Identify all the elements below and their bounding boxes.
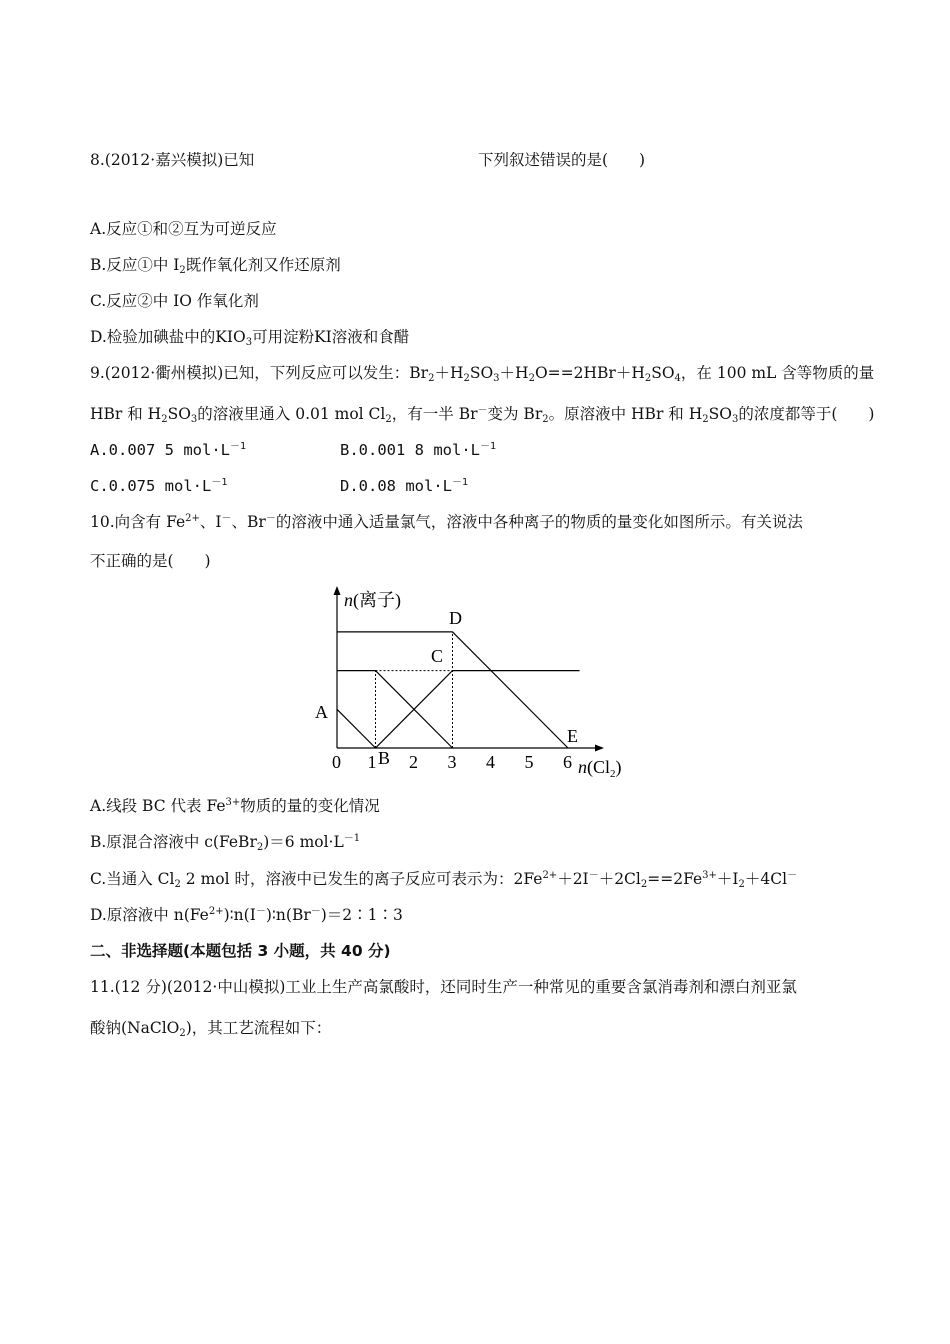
q8-option-a: A.反应①和②互为可逆反应 bbox=[90, 220, 277, 238]
x-tick-2: 2 bbox=[409, 752, 418, 772]
q10-option-a: A.线段 BC 代表 $Fe^{3+}$物质的量的变化情况 bbox=[90, 797, 380, 815]
series-line-2 bbox=[376, 671, 580, 748]
x-axis-arrow bbox=[595, 745, 604, 752]
x-tick-5: 5 bbox=[524, 752, 534, 772]
q8-option-b: B.反应①中 $I_2$既作氧化剂又作还原剂 bbox=[90, 256, 341, 276]
ion-amount-chart bbox=[300, 582, 650, 782]
q8-option-d: D.检验加碘盐中的$KIO_3$可用淀粉KI溶液和食醋 bbox=[90, 328, 410, 348]
series-line-0 bbox=[337, 709, 376, 748]
series-line-1 bbox=[337, 671, 453, 748]
q11-line1: 11.(12 分)(2012·中山模拟)工业上生产高氯酸时，还同时生产一种常见的重要含氯消毒剂和漂白剂亚氯 bbox=[90, 978, 797, 996]
q8-stem bbox=[90, 150, 646, 170]
q9-line2: HBr 和 $H_2SO_3$的溶液里通入 0.01 mol $Cl_2$，有一半 Br－变为 $Br_2$。原溶液中 HBr 和 $H_2SO_3$的浓度都等于( ) bbox=[90, 405, 875, 425]
point-label-e: E bbox=[567, 726, 578, 746]
q9-option-a: A.0.007 5 $mol\cdot L^{-1}$ bbox=[90, 441, 247, 459]
q9-options-row1 bbox=[90, 440, 497, 460]
q10-option-d: D.原溶液中 $n(Fe^{2+})∶n(I^-)∶n(Br^-)=2∶1∶3$ bbox=[90, 906, 403, 924]
q11-line2: 酸钠(NaClO$_2$)，其工艺流程如下： bbox=[90, 1019, 332, 1039]
q10-option-c: C.当通入 $Cl_2$ 2 mol 时，溶液中已发生的离子反应可表示为：$2Fe^{2+}+2I^-+2Cl_2==2Fe^{3+}+I_2+4Cl^-$ bbox=[90, 870, 798, 890]
x-tick-0: 0 bbox=[332, 752, 341, 772]
x-tick-4: 4 bbox=[486, 752, 495, 772]
x-tick-1: 1 bbox=[367, 752, 377, 772]
point-label-d: D bbox=[449, 608, 462, 628]
q8-stem-end: 下列叙述错误的是( ) bbox=[478, 151, 646, 169]
q9-option-b: B.0.001 8 $mol\cdot L^{-1}$ bbox=[340, 441, 497, 459]
q9-option-c: C.0.075 $mol\cdot L^{-1}$ bbox=[90, 477, 228, 495]
x-axis-label: $n(Cl_2)$ bbox=[578, 757, 622, 780]
point-label-c: C bbox=[431, 646, 444, 666]
q10-line2: 不正确的是( ) bbox=[90, 552, 211, 570]
point-label-b: B bbox=[378, 748, 391, 768]
x-tick-labels bbox=[332, 752, 572, 772]
y-axis-label: n(离子) bbox=[344, 590, 401, 610]
q10-option-b: B.原混合溶液中 c(FeBr$_2$)＝6 $mol\cdot L^{-1}$ bbox=[90, 833, 361, 853]
point-label-a: A bbox=[315, 702, 328, 722]
q9-option-d: D.0.08 $mol\cdot L^{-1}$ bbox=[340, 477, 469, 495]
q10-line1: 10.向含有 $Fe^{2+}$、I－、Br－的溶液中通入适量氯气，溶液中各种离子的物质的量变化如图所示。有关说法 bbox=[90, 513, 803, 531]
q8-stem-start: 8.(2012·嘉兴模拟)已知 bbox=[90, 151, 255, 169]
q9-line1: 9.(2012·衢州模拟)已知，下列反应可以发生：$Br_2+H_2SO_3+H_2O==2HBr+H_2SO_4$，在 100 mL 含等物质的量 bbox=[90, 364, 875, 384]
section-heading: 二、非选择题(本题包括 3 小题，共 40 分) bbox=[90, 942, 391, 960]
q9-options-row2 bbox=[90, 476, 469, 496]
chart-axes bbox=[334, 586, 605, 752]
x-tick-3: 3 bbox=[447, 752, 457, 772]
q8-option-c: C.反应②中 IO 作氧化剂 bbox=[90, 292, 259, 310]
chart-series bbox=[337, 632, 580, 748]
y-axis-arrow bbox=[334, 586, 341, 595]
x-tick-6: 6 bbox=[563, 752, 572, 772]
